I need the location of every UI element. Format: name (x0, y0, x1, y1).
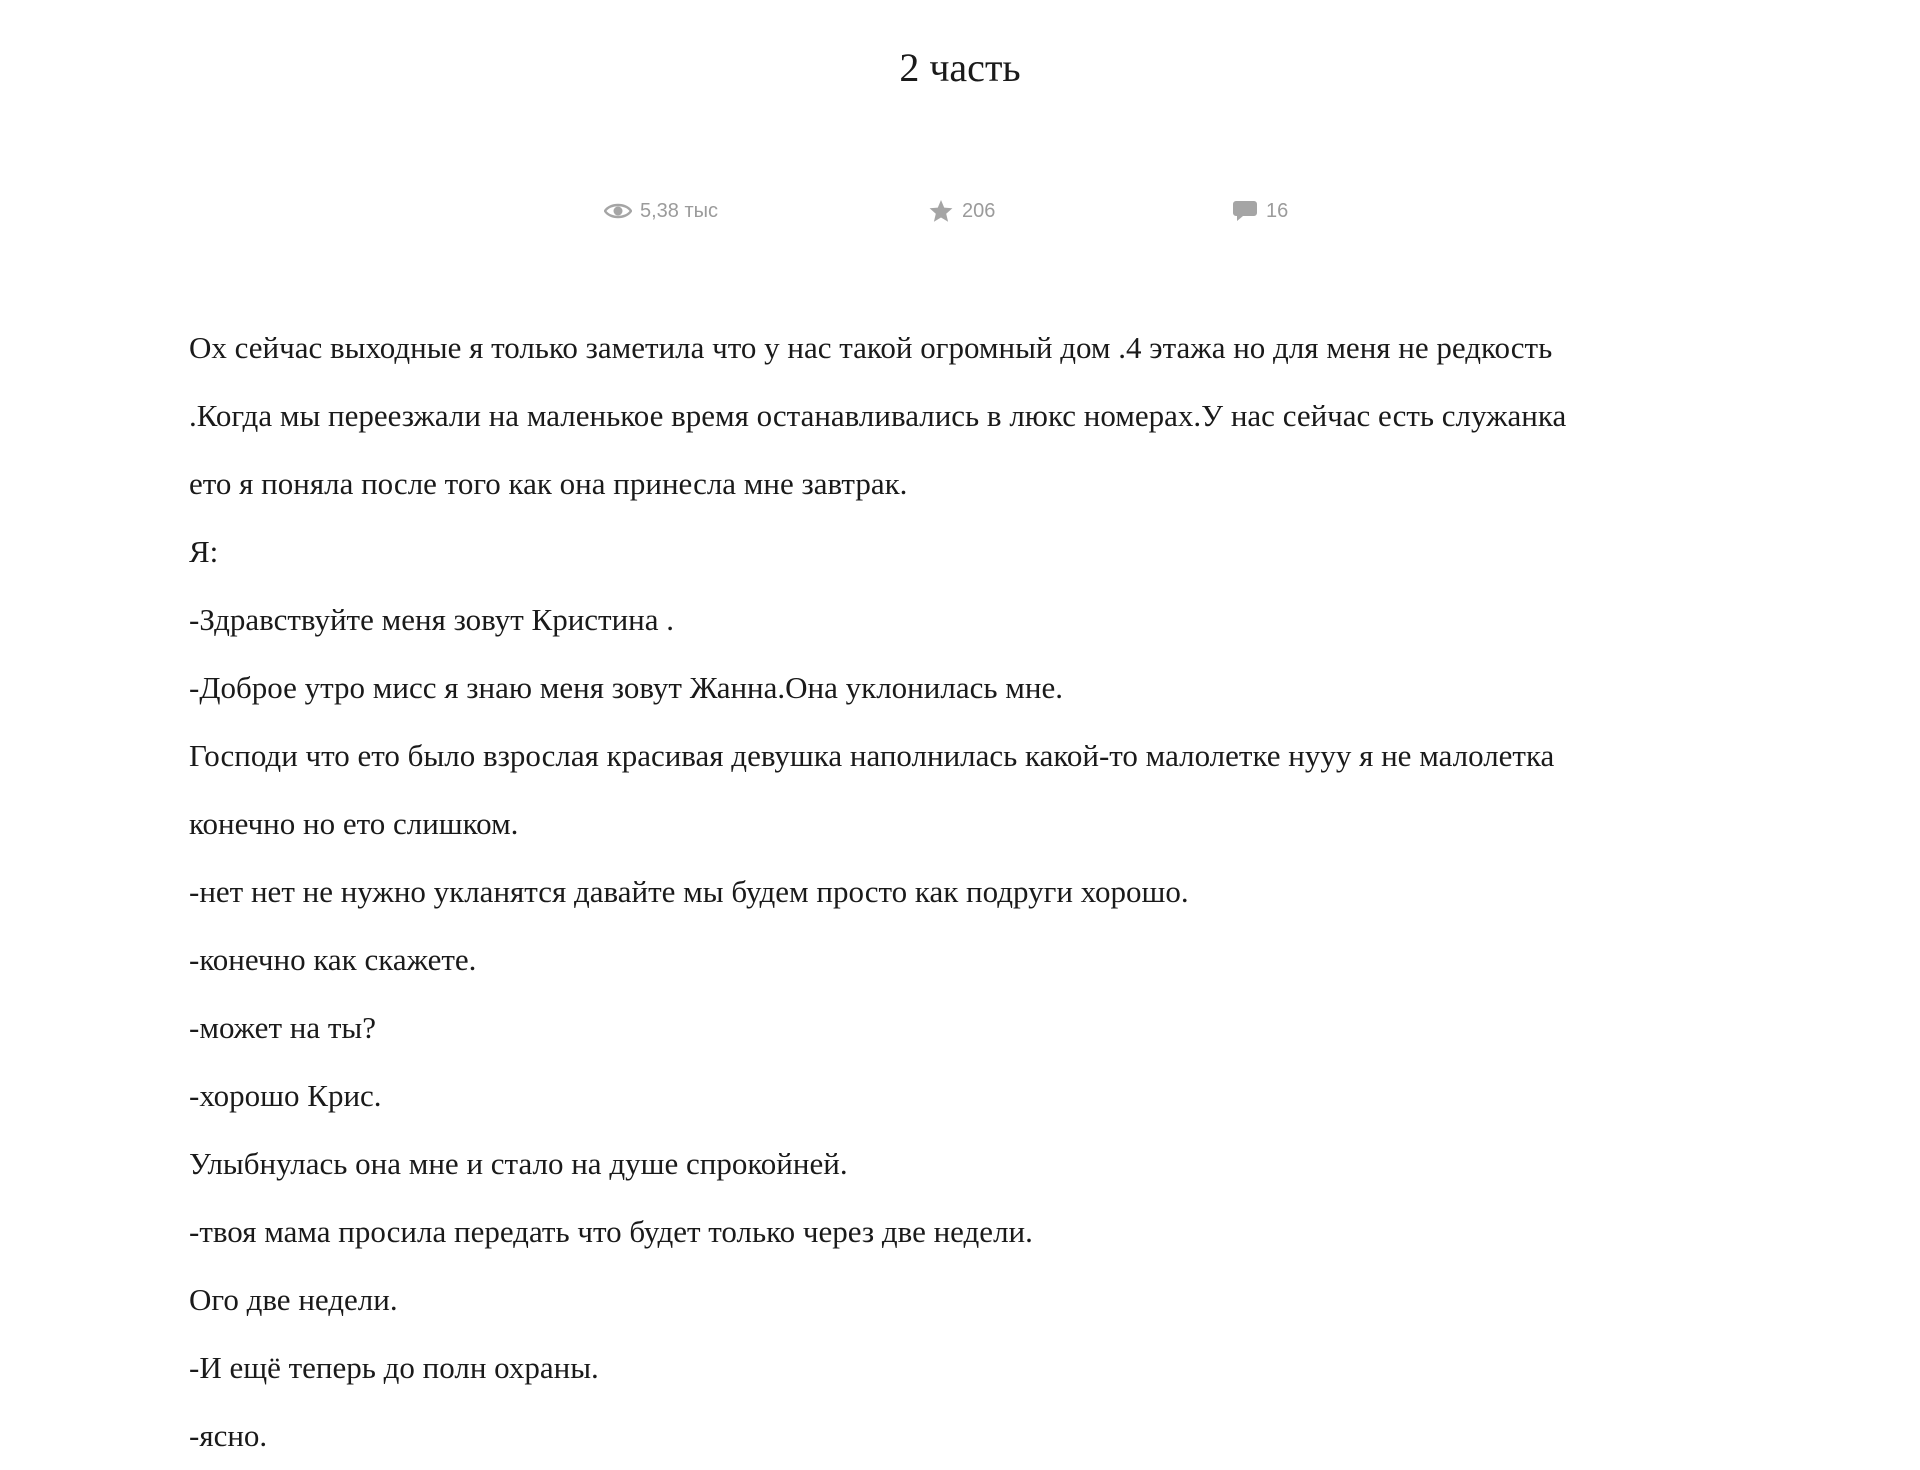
story-line: -твоя мама просила передать что будет только через две недели. (189, 1214, 1033, 1249)
story-line: Улыбнулась она мне и стало на душе спрокойней. (189, 1146, 848, 1181)
story-line: -ясно. (189, 1418, 268, 1453)
eye-icon (604, 201, 632, 221)
story-line: -хорошо Крис. (189, 1078, 382, 1113)
comments-count: 16 (1266, 199, 1289, 222)
story-line: Ох сейчас выходные я только заметила что у нас такой огромный дом .4 этажа но для меня не редкость (189, 330, 1553, 365)
story-line: ето я поняла после того как она принесла мне завтрак. (189, 466, 908, 501)
comment-icon (1232, 199, 1258, 223)
likes-count: 206 (962, 199, 996, 222)
story-line: -может на ты? (189, 1010, 376, 1045)
story-line: Господи что ето было взрослая красивая девушка наполнилась какой-то малолетке нууу я не малолетка (189, 738, 1555, 773)
page-title: 2 часть (899, 45, 1021, 90)
story-text (189, 314, 1749, 1470)
views-stat (604, 196, 718, 226)
views-count: 5,38 тыс (640, 199, 719, 222)
comments-stat[interactable] (1232, 196, 1288, 226)
story-line: .Когда мы переезжали на маленькое время останавливались в люкс номерах.У нас сейчас есть служанка (189, 398, 1567, 433)
story-line: -Здравствуйте меня зовут Кристина . (189, 602, 675, 637)
star-icon (928, 199, 954, 223)
story-line: -конечно как скажете. (189, 942, 477, 977)
story-line: Ого две недели. (189, 1282, 398, 1317)
story-line: -Доброе утро мисс я знаю меня зовут Жанна.Она уклонилась мне. (189, 670, 1063, 705)
story-line: конечно но ето слишком. (189, 806, 519, 841)
story-line: Я: (189, 534, 219, 569)
story-line: -нет нет не нужно укланятся давайте мы будем просто как подруги хорошо. (189, 874, 1189, 909)
story-line: -И ещё теперь до полн охраны. (189, 1350, 599, 1385)
likes-stat[interactable] (928, 196, 995, 226)
